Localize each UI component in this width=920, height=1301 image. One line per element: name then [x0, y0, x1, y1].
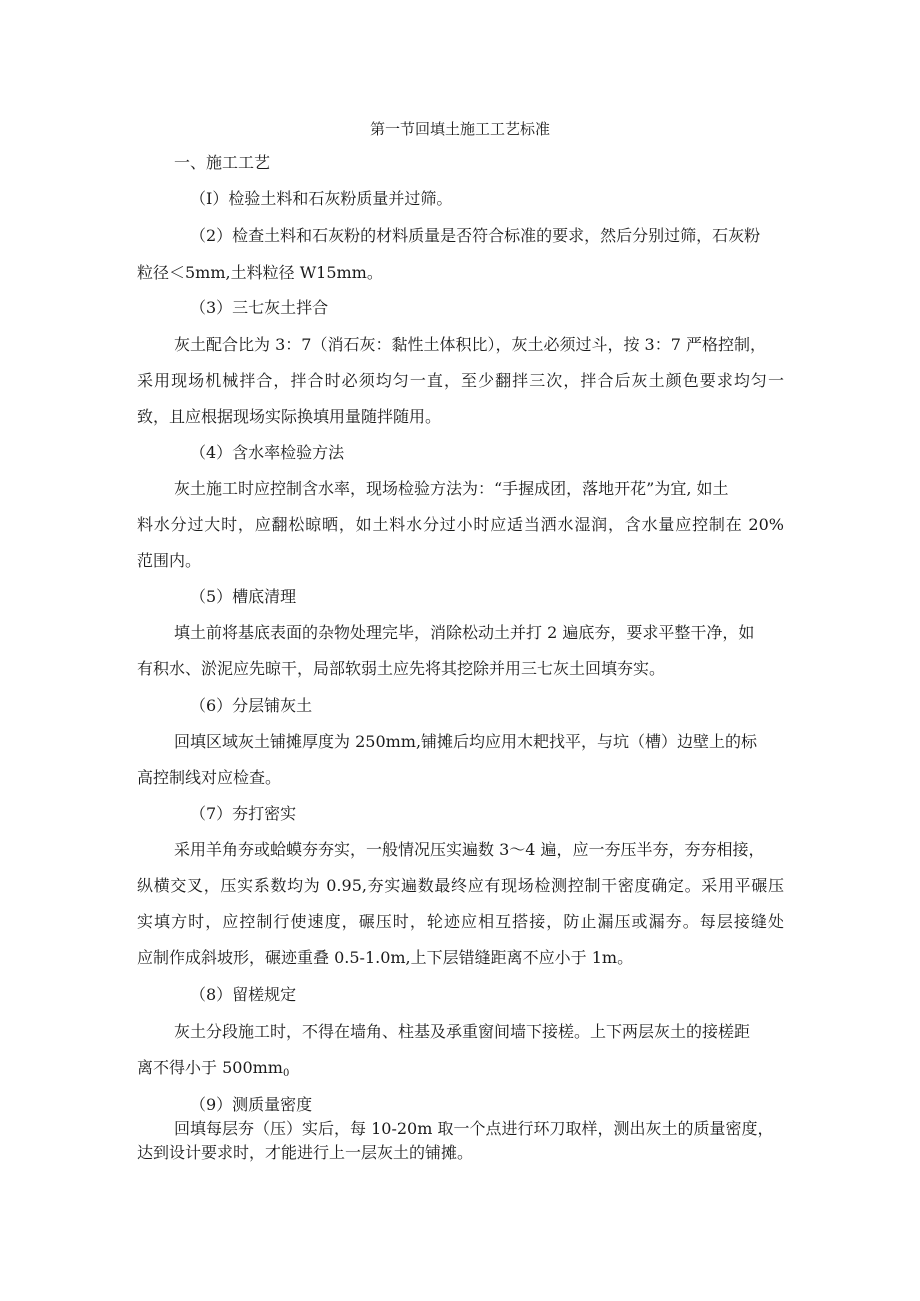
- section-heading: 一、施工工艺: [174, 153, 271, 172]
- para-7-line-4: 应制作成斜坡形，碾迹重叠 0.5-1.0m,上下层错缝距离不应小于 1m。: [137, 948, 634, 967]
- item-5: （5）槽底清理: [190, 587, 297, 606]
- para-3-line-2: 采用现场机械拌合，拌合时必须均匀一直，至少翻拌三次，拌合后灰土颜色要求均匀一: [137, 371, 784, 390]
- para-8-line-1: 灰土分段施工时，不得在墙角、柱基及承重窗间墙下接槎。上下两层灰土的接槎距: [174, 1022, 751, 1041]
- item-2: （2）检查土料和石灰粉的材料质量是否符合标准的要求，然后分别过筛，石灰粉: [190, 226, 761, 245]
- para-8-text: 离不得小于 500mm: [137, 1058, 283, 1077]
- para-3-line-3: 致，且应根据现场实际换填用量随拌随用。: [137, 407, 442, 426]
- para-7-line-2: 纵横交叉，压实系数均为 0.95,夯实遍数最终应有现场检测控制干密度确定。采用平碾压: [137, 876, 784, 895]
- para-4-line-2: 料水分过大时，应翻松晾晒，如土料水分过小时应适当洒水湿润，含水量应控制在 20%: [137, 515, 784, 534]
- item-2-cont: 粒径＜5mm,土料粒径 W15mm。: [137, 263, 383, 282]
- para-3-line-1: 灰土配合比为 3：7（消石灰：黏性土体积比），灰土必须过斗，按 3：7 严格控制，: [174, 335, 766, 354]
- item-6: （6）分层铺灰土: [190, 696, 313, 715]
- page-title: 第一节回填土施工工艺标准: [369, 120, 550, 138]
- para-7-line-3: 实填方时，应控制行使速度，碾压时，轮迹应相互搭接，防止漏压或漏夯。每层接缝处: [137, 912, 784, 931]
- para-8-line-2: [137, 1057, 289, 1085]
- para-4-line-1: 灰土施工时应控制含水率，现场检验方法为：“手握成团，落地开花”为宜, 如土: [174, 479, 729, 498]
- para-8-subscript: 0: [282, 1068, 290, 1079]
- item-7: （7）夯打密实: [190, 804, 297, 823]
- item-8: （8）留槎规定: [190, 985, 297, 1004]
- item-3: （3）三七灰土拌合: [190, 298, 329, 317]
- para-6-line-2: 高控制线对应检查。: [137, 768, 282, 787]
- para-6-line-1: 回填区域灰土铺摊厚度为 250mm,铺摊后均应用木耙找平，与坑（槽）边壁上的标: [174, 732, 758, 751]
- para-7-line-1: 采用羊角夯或蛤蟆夯夯实，一般情况压实遍数 3～4 遍，应一夯压半夯，夯夯相接，: [174, 840, 765, 859]
- item-4: （4）含水率检验方法: [190, 443, 345, 462]
- para-5-line-1: 填土前将基底表面的杂物处理完毕，消除松动土并打 2 遍底夯，要求平整干净，如: [174, 623, 755, 642]
- para-9-line-2: 达到设计要求时，才能进行上一层灰土的铺摊。: [137, 1143, 474, 1162]
- item-1: （I）检验土料和石灰粉质量并过筛。: [190, 189, 453, 208]
- para-4-line-3: 范围内。: [137, 551, 202, 570]
- para-5-line-2: 有积水、淤泥应先晾干，局部软弱土应先将其挖除并用三七灰土回填夯实。: [137, 659, 666, 678]
- item-9: （9）测质量密度: [190, 1095, 313, 1114]
- para-9-line-1: 回填每层夯（压）实后，每 10-20m 取一个点进行环刀取样，测出灰土的质量密度，: [174, 1119, 774, 1138]
